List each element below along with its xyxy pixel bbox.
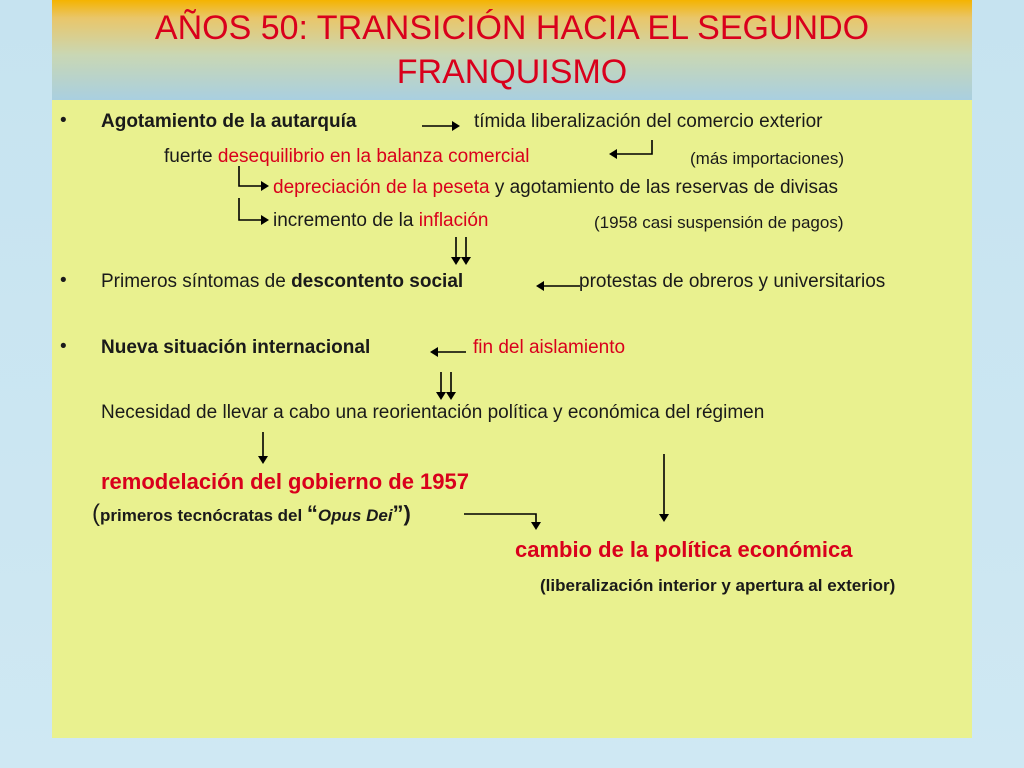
double-down-arrow-icon bbox=[435, 372, 459, 402]
corner-arrow-icon bbox=[464, 510, 544, 534]
agotamiento-autarquia: Agotamiento de la autarquía bbox=[101, 111, 357, 132]
desequilibrio-text: desequilibrio en la balanza comercial bbox=[217, 146, 530, 167]
opus-dei-text: Opus Dei bbox=[317, 506, 393, 525]
left-arrow-icon bbox=[607, 140, 657, 166]
suspension-pagos-note: (1958 casi suspensión de pagos) bbox=[594, 213, 844, 232]
bullet-marker: • bbox=[60, 110, 67, 131]
necesidad-reorientacion: Necesidad de llevar a cabo una reorientación política y económica del régimen bbox=[101, 402, 765, 423]
inflacion-text: inflación bbox=[418, 210, 489, 231]
bullet-marker: • bbox=[60, 336, 67, 357]
descontento-line bbox=[101, 270, 463, 294]
primeros-tecnocratas bbox=[92, 502, 411, 528]
left-arrow-icon bbox=[536, 278, 584, 294]
down-arrow-icon bbox=[253, 432, 273, 466]
inflacion-line bbox=[273, 209, 488, 233]
desequilibrio-line bbox=[164, 145, 529, 169]
content-area bbox=[52, 100, 972, 738]
nueva-situacion-internacional: Nueva situación internacional bbox=[101, 337, 371, 358]
cambio-politica-economica: cambio de la política económica bbox=[515, 537, 853, 562]
protestas-text: protestas de obreros y universitarios bbox=[579, 271, 886, 292]
tecnocratas-text: primeros tecnócratas del bbox=[100, 506, 307, 525]
mas-importaciones-note: (más importaciones) bbox=[690, 149, 844, 168]
remodelacion-gobierno: remodelación del gobierno de 1957 bbox=[101, 469, 469, 494]
primeros-sintomas-text: Primeros síntomas de bbox=[101, 271, 292, 292]
descontento-social-text: descontento social bbox=[291, 271, 464, 292]
open-quote: “ bbox=[306, 501, 318, 526]
close-quote: ” bbox=[392, 501, 404, 526]
double-down-arrow-icon bbox=[450, 237, 474, 267]
liberalizacion-interior: (liberalización interior y apertura al exterior) bbox=[540, 576, 896, 595]
right-arrow-icon bbox=[422, 118, 462, 134]
slide-title: AÑOS 50: TRANSICIÓN HACIA EL SEGUNDO FRANQUISMO bbox=[154, 9, 870, 91]
open-paren: ( bbox=[92, 500, 100, 527]
bullet-marker: • bbox=[60, 270, 67, 291]
left-arrow-icon bbox=[430, 344, 470, 360]
reservas-text: y agotamiento de las reservas de divisas bbox=[489, 177, 839, 198]
fuerte-text: fuerte bbox=[164, 146, 218, 167]
depreciacion-line bbox=[273, 176, 838, 200]
depreciacion-text: depreciación de la peseta bbox=[273, 177, 490, 198]
fin-aislamiento: fin del aislamiento bbox=[473, 337, 626, 358]
incremento-text: incremento de la bbox=[273, 210, 419, 231]
close-paren: ) bbox=[403, 501, 411, 526]
branch-arrow-icon bbox=[235, 166, 271, 194]
down-arrow-icon bbox=[654, 454, 674, 524]
timida-liberalizacion: tímida liberalización del comercio exterior bbox=[474, 111, 823, 132]
branch-arrow-icon bbox=[235, 198, 271, 226]
